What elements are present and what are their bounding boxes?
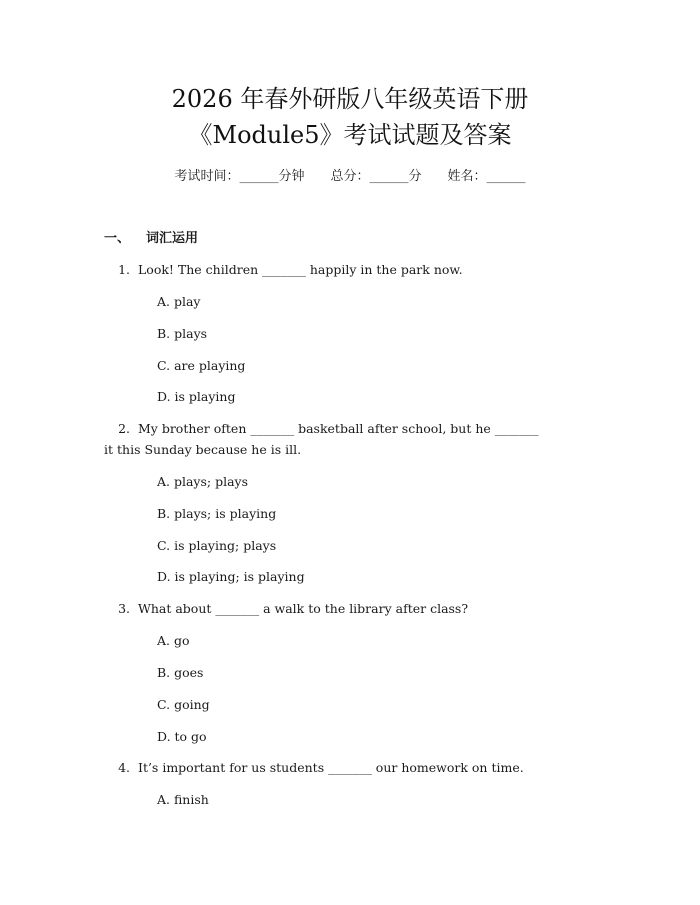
question-3	[104, 599, 468, 619]
option-3a: A. go	[157, 633, 190, 648]
question-text: It’s important for us students _______ our homework on time.	[138, 760, 524, 775]
exam-title-line2: 《Module5》考试试题及答案	[188, 121, 512, 149]
question-2	[104, 419, 539, 439]
option-2d: D. is playing; is playing	[157, 569, 305, 584]
option-3c: C. going	[157, 697, 210, 712]
section-number: 一、	[104, 231, 131, 246]
option-1c: C. are playing	[157, 358, 246, 373]
option-3b: B. goes	[157, 665, 204, 680]
exam-title-line1: 2026 年春外研版八年级英语下册	[171, 85, 529, 113]
section-title: 词汇运用	[146, 231, 199, 246]
option-2a: A. plays; plays	[157, 474, 249, 489]
question-2-continuation: it this Sunday because he is ill.	[104, 442, 302, 457]
question-number: 4.	[118, 760, 130, 775]
question-number: 3.	[118, 601, 130, 616]
question-number: 1.	[118, 262, 130, 277]
option-2b: B. plays; is playing	[157, 506, 277, 521]
question-number: 2.	[118, 421, 130, 436]
question-text: What about _______ a walk to the library after class?	[138, 601, 469, 616]
question-text-line1: My brother often _______ basketball after school, but he _______	[138, 421, 539, 436]
question-text: Look! The children _______ happily in the park now.	[138, 262, 463, 277]
total-score-field: 总分：______分	[330, 169, 422, 184]
section-heading	[104, 230, 198, 248]
question-1	[104, 260, 463, 280]
option-2c: C. is playing; plays	[157, 538, 277, 553]
student-name-field: 姓名：______	[447, 169, 526, 184]
exam-time-field: 考试时间：______分钟	[174, 169, 305, 184]
question-4	[104, 758, 524, 778]
option-1a: A. play	[157, 294, 201, 309]
option-1b: B. plays	[157, 326, 208, 341]
option-3d: D. to go	[157, 729, 207, 744]
option-4a: A. finish	[157, 792, 209, 807]
exam-info-line	[0, 168, 700, 186]
option-1d: D. is playing	[157, 389, 236, 404]
